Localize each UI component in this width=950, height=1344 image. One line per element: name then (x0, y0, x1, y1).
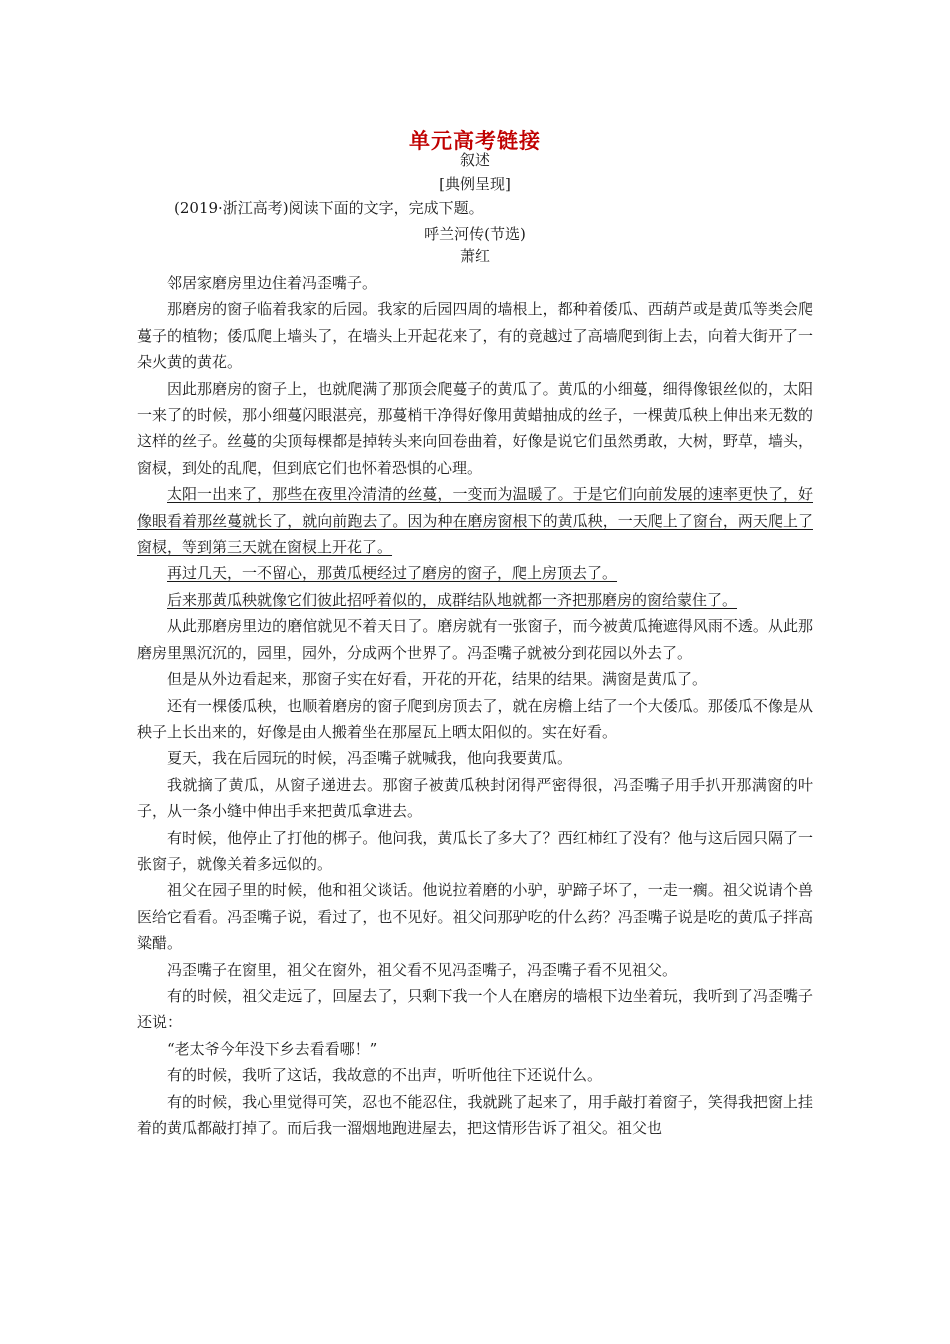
section-heading: 叙述 (459, 151, 490, 169)
paragraph: 有的时候，祖父走远了，回屋去了，只剩下我一个人在磨房的墙根下边坐着玩，我听到了冯歪嘴子还说： (137, 986, 813, 1032)
paragraph: 祖父在园子里的时候，他和祖父谈话。他说拉着磨的小驴，驴蹄子坏了，一走一瘸。祖父说请个兽医给它看看。冯歪嘴子说，看过了，也不见好。祖父问那驴吃的什么药？冯歪嘴子说是吃的黄瓜子拌高粱醋。 (137, 881, 813, 953)
passage-author: 萧红 (459, 247, 490, 265)
exam-intro: (2019·浙江高考)阅读下面的文字，完成下题。 (174, 199, 484, 217)
unit-title: 单元高考链接 (409, 129, 541, 153)
paragraph: 但是从外边看起来，那窗子实在好看，开花的开花，结果的结果。满窗是黄瓜了。 (167, 670, 708, 689)
subsection-heading: [典例呈现] (439, 175, 511, 193)
passage-body (137, 270, 813, 1141)
paragraph: 还有一棵倭瓜秧，也顺着磨房的窗子爬到房顶去了，就在房檐上结了一个大倭瓜。那倭瓜不像是从秧子上长出来的，好像是由人搬着坐在那屋瓦上晒太阳似的。实在好看。 (137, 696, 813, 741)
paragraph: 邻居家磨房里边住着冯歪嘴子。 (167, 274, 378, 292)
paragraph: 夏天，我在后园玩的时候，冯歪嘴子就喊我，他向我要黄瓜。 (167, 749, 573, 768)
paragraph: 有的时候，我心里觉得可笑，忍也不能忍住，我就跳了起来了，用手敲打着窗子，笑得我把窗上挂着的黄瓜都敲打掉了。而后我一溜烟地跑进屋去，把这情形告诉了祖父。祖父也 (137, 1092, 813, 1137)
paragraph: 冯歪嘴子在窗里，祖父在窗外，祖父看不见冯歪嘴子，冯歪嘴子看不见祖父。 (167, 960, 678, 979)
underlined-paragraph: 太阳一出来了，那些在夜里冷清清的丝蔓，一变而为温暖了。于是它们向前发展的速率更快了，好像眼看着那丝蔓就长了，就向前跑去了。因为种在磨房窗根下的黄瓜秧，一天爬上了窗台，两天爬上了窗棂，等到第三天就在窗棂上开花了。 (137, 485, 813, 557)
underlined-paragraph: 再过几天，一不留心，那黄瓜梗经过了磨房的窗子，爬上房顶去了。 (167, 564, 618, 583)
paragraph: 有的时候，我听了这话，我故意的不出声，听听他往下还说什么。 (167, 1066, 603, 1085)
paragraph: 我就摘了黄瓜，从窗子递进去。那窗子被黄瓜秧封闭得严密得很，冯歪嘴子用手扒开那满窗的叶子，从一条小缝中伸出手来把黄瓜拿进去。 (137, 775, 813, 821)
underlined-paragraph: 后来那黄瓜秧就像它们彼此招呼着似的，成群结队地就都一齐把那磨房的窗给蒙住了。 (167, 590, 738, 609)
quoted-line: “老太爷今年没下乡去看看哪！” (167, 1039, 378, 1058)
paragraph: 从此那磨房里边的磨倌就见不着天日了。磨房就有一张窗子，而今被黄瓜掩遮得风雨不透。从此那磨房里黑沉沉的，园里，园外，分成两个世界了。冯歪嘴子就被分到花园以外去了。 (137, 617, 813, 662)
paragraph: 因此那磨房的窗子上，也就爬满了那顶会爬蔓子的黄瓜了。黄瓜的小细蔓，细得像银丝似的，太阳一来了的时候，那小细蔓闪眼湛亮，那蔓梢干净得好像用黄蜡抽成的丝子，一棵黄瓜秧上伸出来无数的这样的丝子。丝蔓的尖顶每棵都是掉转头来向回卷曲着，好像是说它们虽然勇敢，大树，野草，墙头，窗棂，到处的乱爬，但到底它们也怀着恐惧的心理。 (137, 379, 813, 477)
passage-title: 呼兰河传(节选) (424, 225, 526, 243)
paragraph: 那磨房的窗子临着我家的后园。我家的后园四周的墙根上，都种着倭瓜、西葫芦或是黄瓜等类会爬蔓子的植物；倭瓜爬上墙头了，在墙头上开起花来了，有的竟越过了高墙爬到街上去，向着大街开了一朵火黄的黄花。 (137, 300, 813, 372)
paragraph: 有时候，他停止了打他的梆子。他问我，黄瓜长了多大了？西红柿红了没有？他与这后园只隔了一张窗子，就像关着多远似的。 (137, 828, 813, 873)
